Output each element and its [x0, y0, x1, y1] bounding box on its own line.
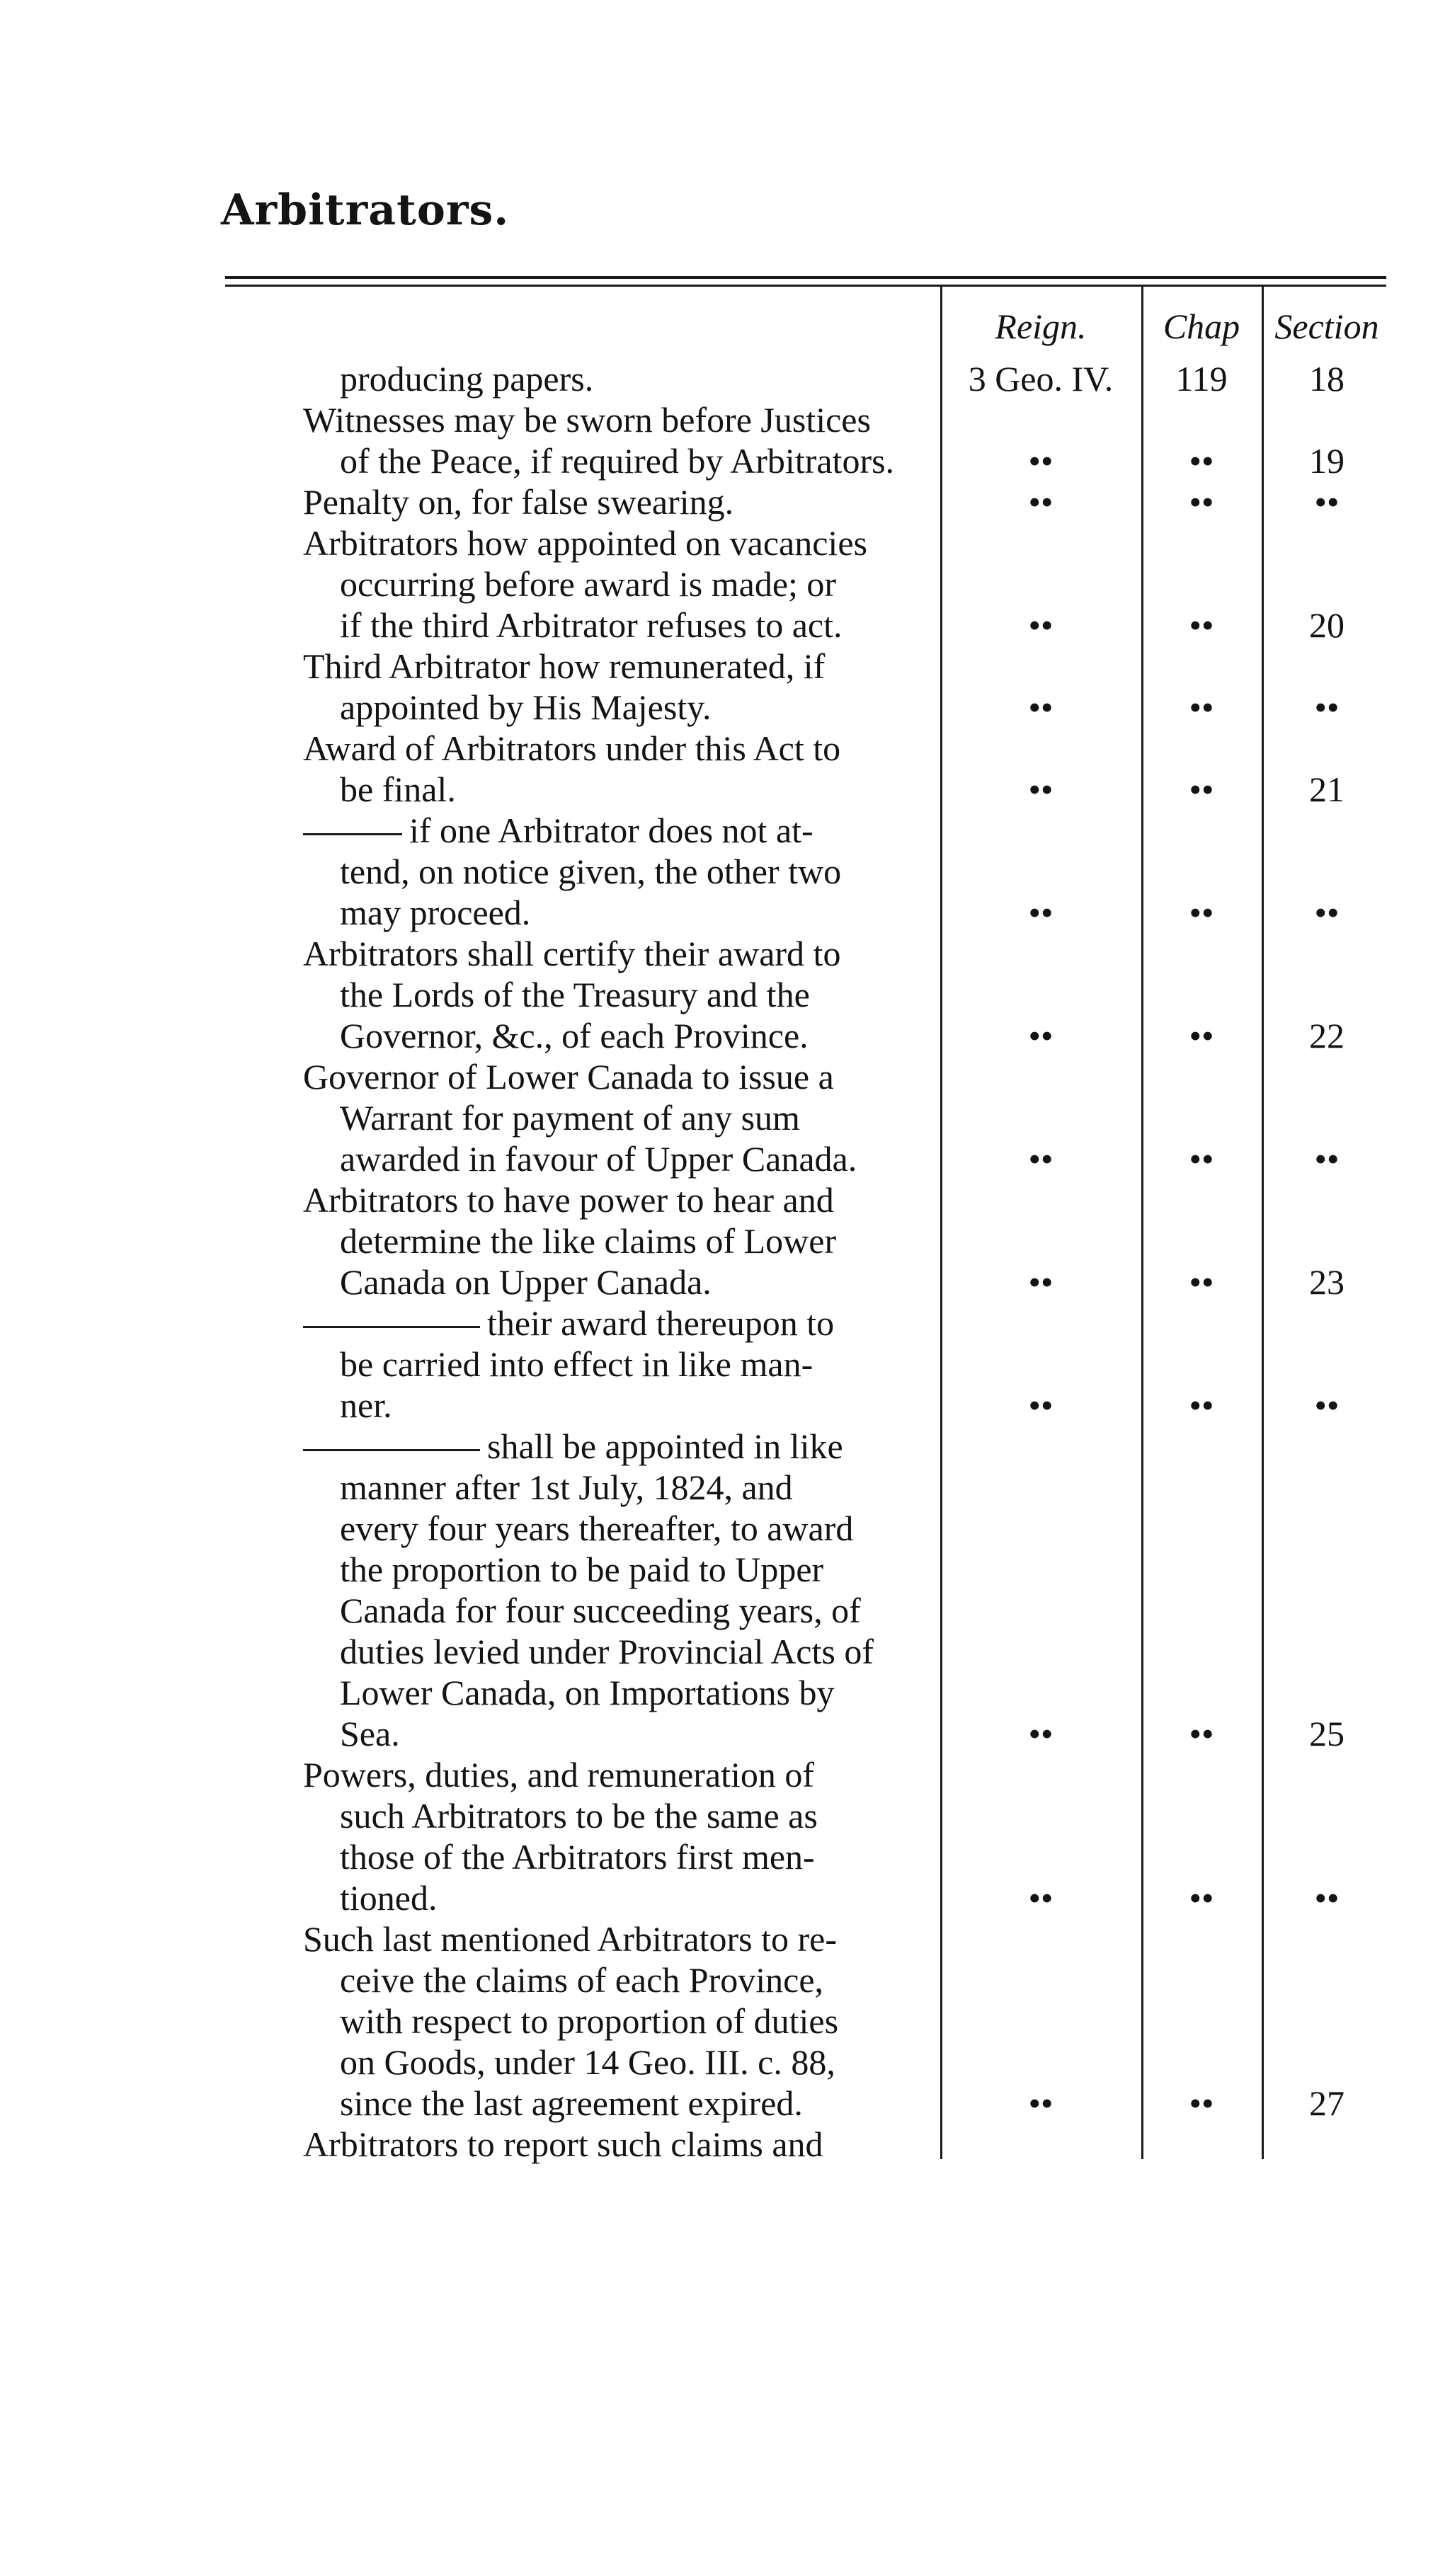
entry-text: Sea. [340, 1714, 400, 1753]
entry-section: 22 [1309, 1016, 1344, 1055]
entry-text: Governor, &c., of each Province. [340, 1016, 809, 1055]
entry-text: Penalty on, for false swearing. [303, 482, 734, 522]
entry-chap: •• [1189, 2083, 1214, 2123]
entry-description [303, 2124, 937, 2165]
entry-text: Award of Arbitrators under this Act to [303, 728, 841, 768]
entry-text: if one Arbitrator does not at- [409, 811, 813, 850]
entry-line [303, 481, 937, 522]
entry-text: Warrant for payment of any sum [340, 1098, 800, 1138]
entry-chap: •• [1189, 1139, 1214, 1179]
entry-chap: •• [1189, 1714, 1214, 1753]
entry-line [303, 522, 937, 563]
entry-text: Lower Canada, on Importations by [340, 1673, 835, 1712]
entry-description [303, 1918, 937, 2124]
entry-description [303, 522, 937, 646]
entry-text: Governor of Lower Canada to issue a [303, 1057, 834, 1097]
entry-line [303, 687, 937, 728]
entry-text: such Arbitrators to be the same as [340, 1796, 818, 1836]
entry-reign: •• [1028, 1878, 1054, 1918]
entry-section: 19 [1309, 441, 1344, 481]
entry-line [303, 2124, 937, 2165]
entry-description [303, 1056, 937, 1179]
entry-line [303, 1385, 937, 1426]
entry-line [303, 810, 937, 851]
entry-description [303, 399, 937, 481]
entry-line [303, 1672, 937, 1713]
entry-chap: •• [1189, 441, 1214, 481]
entry-text: determine the like claims of Lower [340, 1221, 837, 1261]
entry-chap: •• [1189, 1385, 1214, 1425]
entry-text: on Goods, under 14 Geo. III. c. 88, [340, 2042, 835, 2082]
entry-line [303, 1754, 937, 1795]
entry-chap: •• [1189, 769, 1214, 809]
entry-reign: •• [1028, 441, 1054, 481]
entry-line [303, 2083, 937, 2124]
entry-text: tioned. [340, 1878, 438, 1918]
entry-text: those of the Arbitrators first men- [340, 1837, 815, 1877]
entry-section: •• [1314, 482, 1340, 522]
entry-line [303, 728, 937, 769]
entry-line [303, 974, 937, 1015]
entry-section: 23 [1309, 1262, 1344, 1302]
entry-text: their award thereupon to [487, 1303, 835, 1343]
entry-line [303, 1795, 937, 1836]
entry-text: Arbitrators shall certify their award to [303, 934, 841, 973]
entry-line [303, 1261, 937, 1303]
entry-text: Canada on Upper Canada. [340, 1262, 712, 1302]
entry-reign: 3 Geo. IV. [968, 359, 1114, 399]
entry-section: •• [1314, 893, 1340, 932]
entry-text: tend, on notice given, the other two [340, 852, 842, 891]
entry-line [303, 1959, 937, 2000]
entry-line [303, 1303, 937, 1344]
entry-text: Arbitrators to report such claims and [303, 2124, 823, 2164]
entry-text: ner. [340, 1385, 392, 1425]
column-divider-reign [1141, 285, 1143, 2159]
entry-reign: •• [1028, 1139, 1054, 1179]
entry-text: Arbitrators how appointed on vacancies [303, 523, 867, 563]
column-header-chap: Chap [1163, 307, 1240, 346]
entry-section: 20 [1309, 605, 1344, 645]
entry-text: be final. [340, 769, 456, 809]
top-rule [225, 276, 1386, 279]
entry-line [303, 1220, 937, 1261]
ditto-dash [303, 833, 402, 835]
column-header-reign: Reign. [995, 307, 1087, 346]
entry-line [303, 1015, 937, 1056]
entry-text: of the Peace, if required by Arbitrators. [340, 441, 895, 481]
entry-line [303, 358, 937, 399]
entry-text: every four years thereafter, to award [340, 1509, 854, 1548]
entry-text: the proportion to be paid to Upper [340, 1550, 824, 1589]
entry-text: may proceed. [340, 893, 531, 932]
entry-description [303, 933, 937, 1056]
entry-description [303, 481, 937, 522]
entry-reign: •• [1028, 1385, 1054, 1425]
entry-description [303, 1426, 937, 1754]
entry-text: Canada for four succeeding years, of [340, 1591, 861, 1630]
entry-text: awarded in favour of Upper Canada. [340, 1139, 857, 1179]
entry-line [303, 2000, 937, 2042]
entry-line [303, 563, 937, 605]
entry-chap: •• [1189, 482, 1214, 522]
entry-line [303, 1508, 937, 1549]
entry-description [303, 1179, 937, 1303]
entry-section: •• [1314, 1385, 1340, 1425]
entry-section: •• [1314, 1139, 1340, 1179]
entry-line [303, 1138, 937, 1179]
column-header-section: Section [1274, 307, 1379, 346]
entry-description [303, 1303, 937, 1426]
entry-chap: 119 [1175, 359, 1228, 399]
entry-line [303, 1918, 937, 1959]
entry-line [303, 1097, 937, 1138]
entry-line [303, 1426, 937, 1467]
entry-line [303, 851, 937, 892]
entry-reign: •• [1028, 1714, 1054, 1753]
entry-reign: •• [1028, 482, 1054, 522]
entry-line [303, 769, 937, 810]
entry-line [303, 399, 937, 440]
entry-description [303, 358, 937, 399]
entry-line [303, 933, 937, 974]
entry-line [303, 1713, 937, 1754]
entry-text: since the last agreement expired. [340, 2083, 803, 2123]
entry-text: the Lords of the Treasury and the [340, 975, 810, 1014]
entry-chap: •• [1189, 1016, 1214, 1055]
entry-description [303, 728, 937, 810]
entry-chap: •• [1189, 687, 1214, 727]
entry-text: Arbitrators to have power to hear and [303, 1180, 834, 1220]
entry-chap: •• [1189, 1262, 1214, 1302]
entry-text: ceive the claims of each Province, [340, 1960, 824, 2000]
entry-text: manner after 1st July, 1824, and [340, 1467, 793, 1507]
ditto-dash [303, 1326, 480, 1328]
entry-line [303, 1467, 937, 1508]
entry-line [303, 892, 937, 933]
entry-text: with respect to proportion of duties [340, 2001, 839, 2041]
entry-line [303, 1836, 937, 1877]
entry-reign: •• [1028, 893, 1054, 932]
entry-section: 27 [1309, 2083, 1344, 2123]
entry-description [303, 1754, 937, 1918]
entry-line [303, 1631, 937, 1672]
entry-reign: •• [1028, 687, 1054, 727]
entry-chap: •• [1189, 893, 1214, 932]
entry-line [303, 1877, 937, 1918]
entry-text: occurring before award is made; or [340, 564, 837, 604]
entry-chap: •• [1189, 1878, 1214, 1918]
entry-line [303, 440, 937, 481]
entry-section: 18 [1309, 359, 1344, 399]
entry-reign: •• [1028, 2083, 1054, 2123]
column-divider-chap [1262, 285, 1264, 2159]
entry-section: 21 [1309, 769, 1344, 809]
entry-chap: •• [1189, 605, 1214, 645]
entry-description [303, 646, 937, 728]
entry-text: if the third Arbitrator refuses to act. [340, 605, 843, 645]
entry-reign: •• [1028, 1262, 1054, 1302]
entry-text: Powers, duties, and remuneration of [303, 1755, 815, 1794]
entry-line [303, 2042, 937, 2083]
entry-description [303, 810, 937, 933]
entry-line [303, 605, 937, 646]
entry-section: •• [1314, 687, 1340, 727]
entry-text: Witnesses may be sworn before Justices [303, 400, 871, 440]
entry-text: duties levied under Provincial Acts of [340, 1632, 874, 1671]
entry-line [303, 1179, 937, 1220]
entry-reign: •• [1028, 1016, 1054, 1055]
entry-text: shall be appointed in like [487, 1426, 843, 1466]
entry-text: be carried into effect in like man- [340, 1344, 813, 1384]
column-divider-description [940, 285, 942, 2159]
entry-text: Such last mentioned Arbitrators to re- [303, 1919, 838, 1959]
top-rule-inner [225, 285, 1386, 287]
entry-text: producing papers. [340, 359, 594, 399]
entry-text: appointed by His Majesty. [340, 687, 712, 727]
entry-line [303, 646, 937, 687]
entry-line [303, 1549, 937, 1590]
entry-section: 25 [1309, 1714, 1344, 1753]
ditto-dash [303, 1449, 480, 1451]
entry-reign: •• [1028, 769, 1054, 809]
entry-line [303, 1344, 937, 1385]
entry-reign: •• [1028, 605, 1054, 645]
entry-line [303, 1056, 937, 1097]
entry-text: Third Arbitrator how remunerated, if [303, 646, 826, 686]
page-heading: Arbitrators. [221, 185, 510, 235]
entry-section: •• [1314, 1878, 1340, 1918]
entry-line [303, 1590, 937, 1631]
